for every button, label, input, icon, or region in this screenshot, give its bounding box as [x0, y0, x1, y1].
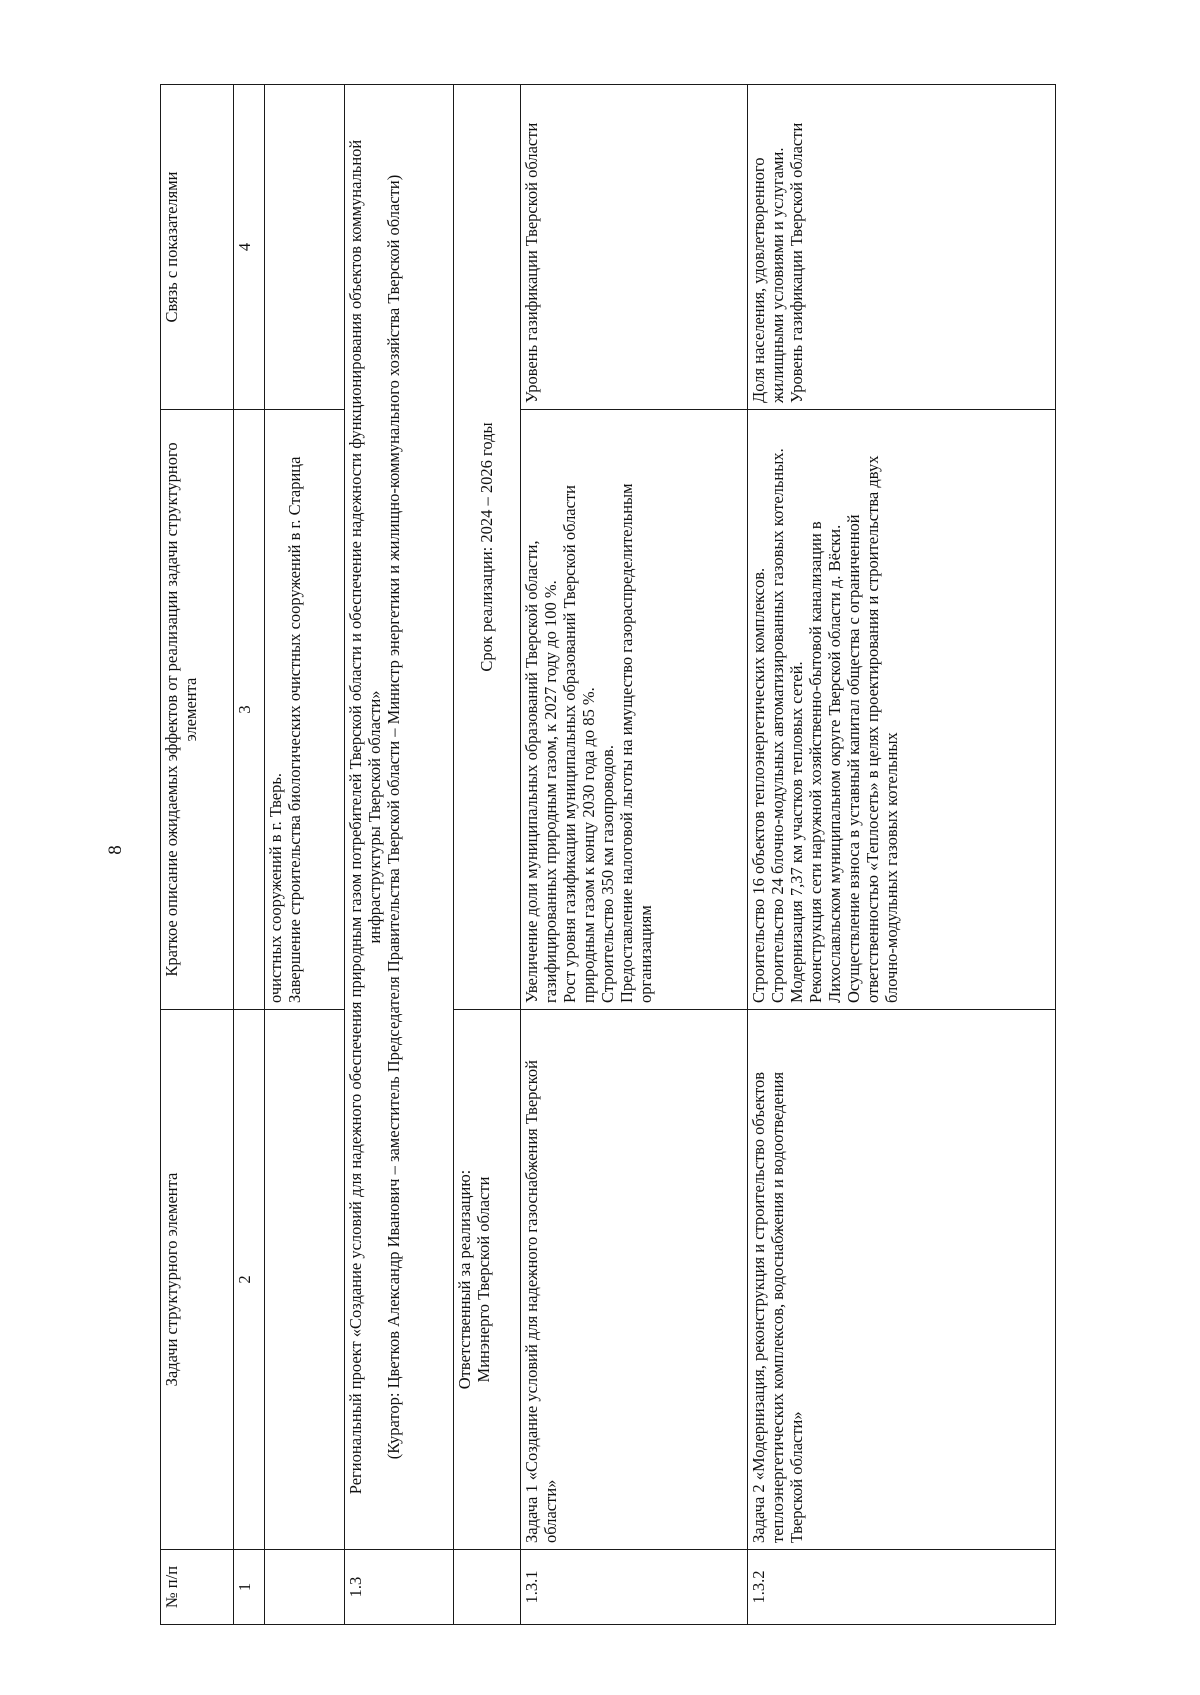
indicator-line: Уровень газификации Тверской области	[522, 122, 541, 403]
effect-line: Реконструкция сети наружной хозяйственно-бытовой канализации в Лихославльском муниципальном округе Тверской области д. Вёски.	[805, 521, 844, 1003]
table-header-row	[161, 85, 234, 1625]
project-curator: (Куратор: Цветков Александр Иванович – заместитель Председателя Правительства Тверской области – Министр энергетики и жилищно-коммунального хозяйства Тверской области)	[383, 174, 403, 1460]
header-link: Связь с показателями	[161, 85, 234, 410]
effect-line: Строительство 24 блочно-модульных автоматизированных газовых котельных.	[767, 448, 787, 1003]
effect-line: Строительство 16 объектов теплоэнергетических комплексов.	[749, 567, 768, 1003]
task-indicators	[748, 85, 1056, 410]
effect-line: Осуществление взноса в уставный капитал общества с ограниченной ответственностью «Теплосеть» в целях проектирования и строительства двух блочно-модульных газовых котельных	[843, 455, 901, 1003]
structural-element-table	[160, 84, 1056, 1625]
effect-line: Предоставление налоговой льготы на имущество газораспределительным организациям	[616, 483, 655, 1003]
column-number: 1	[234, 1550, 265, 1625]
task-num: 1.3.2	[748, 1550, 1056, 1625]
effect-line: Модернизация 7,37 км участков тепловых сетей.	[786, 661, 806, 1003]
implementation-term: Срок реализации: 2024 – 2026 годы	[454, 85, 521, 1010]
task-description: Задача 2 «Модернизация, реконструкция и строительство объектов теплоэнергетических комплексов, водоснабжения и водоотведения Тверской области»	[748, 1010, 1056, 1550]
rotated-table-container	[160, 85, 1056, 1625]
responsible-cell	[454, 1010, 521, 1550]
effect-line: Увеличение доли муниципальных образований Тверской области, газифицированных природным газом, к 2027 году до 100 %.	[522, 540, 560, 1003]
column-number: 4	[234, 85, 265, 410]
task-effects	[521, 410, 748, 1010]
responsible-label: Ответственный за реализацию:	[455, 1169, 474, 1390]
header-tasks: Задачи структурного элемента	[161, 1010, 234, 1550]
effect-line: Рост уровня газификации муниципальных образований Тверской области природным газом к концу 2030 года до 85 %.	[559, 485, 598, 1003]
task-num: 1.3.1	[521, 1550, 748, 1625]
project-num: 1.3	[345, 1550, 454, 1625]
responsible-org: Минэнерго Тверской области	[473, 1176, 493, 1383]
column-number-row	[234, 85, 265, 1625]
continuation-num-cell	[265, 1550, 345, 1625]
task-effects	[748, 410, 1056, 1010]
task-indicators	[521, 85, 748, 410]
continuation-effects-cell	[265, 410, 345, 1010]
column-number: 3	[234, 410, 265, 1010]
indicator-line: Уровень газификации Тверской области	[786, 122, 806, 403]
continuation-link-cell	[265, 85, 345, 410]
continuation-row	[265, 85, 345, 1625]
responsible-num-cell	[454, 1550, 521, 1625]
regional-project-row	[345, 85, 454, 1625]
responsible-row	[454, 85, 521, 1625]
project-description	[345, 85, 454, 1550]
header-num: № п/п	[161, 1550, 234, 1625]
effect-line: Строительство 350 км газопроводов.	[597, 745, 617, 1003]
continuation-task-cell	[265, 1010, 345, 1550]
effect-line: Завершение строительства биологических очистных сооружений в г. Старица	[284, 456, 304, 1003]
task-row	[748, 85, 1056, 1625]
indicator-line: Доля населения, удовлетворенного жилищными условиями и услугами.	[749, 147, 787, 403]
page-number: 8	[105, 845, 126, 855]
task-row	[521, 85, 748, 1625]
column-number: 2	[234, 1010, 265, 1550]
header-effects: Краткое описание ожидаемых эффектов от реализации задачи структурного элемента	[161, 410, 234, 1010]
effect-line: очистных сооружений в г. Тверь.	[266, 772, 285, 1003]
project-title: Региональный проект «Создание условий для надежного обеспечения природным газом потребителей Тверской области и обеспечение надежности функционирования объектов коммунальной инфраструктуры Тверской области»	[346, 139, 384, 1495]
task-description: Задача 1 «Создание условий для надежного газоснабжения Тверской области»	[521, 1010, 748, 1550]
